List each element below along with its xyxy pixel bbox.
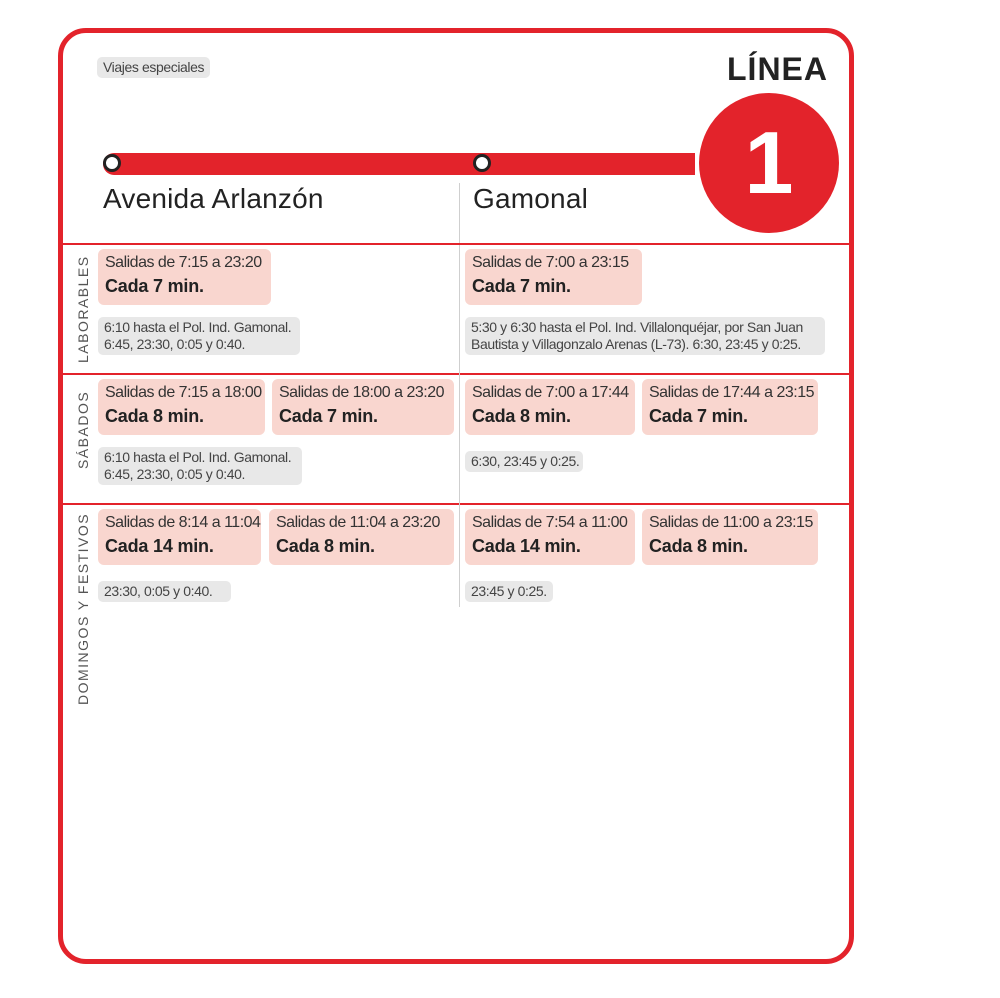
special-trips-line: 23:45 y 0:25. (471, 583, 547, 599)
slot-departures: Salidas de 17:44 a 23:15 (649, 384, 815, 401)
line-number-badge: 1 (699, 93, 839, 233)
slot-departures: Salidas de 7:00 a 17:44 (472, 384, 629, 401)
special-trips-sabados-gamonal (465, 451, 583, 472)
row-divider-laborables (63, 243, 849, 245)
column-divider (459, 245, 460, 607)
slot-departures: Salidas de 18:00 a 23:20 (279, 384, 445, 401)
special-trips-line: Bautista y Villagonzalo Arenas (L-73). 6:30, 23:45 y 0:25. (471, 336, 801, 352)
slot-departures: Salidas de 7:15 a 23:20 (105, 254, 262, 271)
route-line-bar (103, 153, 695, 175)
special-trips-domingos-gamonal (465, 581, 553, 602)
special-trips-line: 23:30, 0:05 y 0:40. (104, 583, 213, 599)
slot-frequency: Cada 8 min. (105, 406, 204, 426)
special-trips-line: 6:45, 23:30, 0:05 y 0:40. (104, 466, 246, 482)
special-trips-sabados-arlanzon (98, 447, 302, 485)
slot-laborables-gamonal-1 (465, 249, 642, 305)
special-trips-laborables-arlanzon (98, 317, 300, 355)
slot-domingos-arlanzon-1 (98, 509, 261, 565)
slot-frequency: Cada 7 min. (279, 406, 378, 426)
slot-sabados-arlanzon-2 (272, 379, 454, 435)
special-trips-domingos-arlanzon (98, 581, 231, 602)
special-trips-line: 6:30, 23:45 y 0:25. (471, 453, 580, 469)
slot-frequency: Cada 14 min. (105, 536, 214, 556)
day-label-domingos: DOMINGOS Y FESTIVOS (75, 512, 91, 705)
slot-frequency: Cada 7 min. (649, 406, 748, 426)
special-trips-line: 6:45, 23:30, 0:05 y 0:40. (104, 336, 246, 352)
slot-sabados-gamonal-2 (642, 379, 818, 435)
special-trips-line: 6:10 hasta el Pol. Ind. Gamonal. (104, 449, 292, 465)
slot-laborables-arlanzon-1 (98, 249, 271, 305)
stop-marker-avenida-arlanzon (103, 154, 121, 172)
slot-frequency: Cada 7 min. (105, 276, 204, 296)
slot-departures: Salidas de 11:04 a 23:20 (276, 514, 440, 531)
slot-sabados-gamonal-1 (465, 379, 635, 435)
slot-frequency: Cada 8 min. (649, 536, 748, 556)
slot-frequency: Cada 14 min. (472, 536, 581, 556)
day-label-laborables: LABORABLES (75, 255, 91, 363)
slot-domingos-arlanzon-2 (269, 509, 454, 565)
slot-sabados-arlanzon-1 (98, 379, 265, 435)
row-divider-domingos (63, 503, 849, 505)
stop-marker-gamonal (473, 154, 491, 172)
slot-domingos-gamonal-2 (642, 509, 818, 565)
slot-departures: Salidas de 8:14 a 11:04 (105, 514, 261, 531)
row-divider-sabados (63, 373, 849, 375)
slot-departures: Salidas de 7:00 a 23:15 (472, 254, 629, 271)
slot-domingos-gamonal-1 (465, 509, 635, 565)
slot-departures: Salidas de 11:00 a 23:15 (649, 514, 813, 531)
special-trips-legend: Viajes especiales (97, 57, 210, 78)
slot-departures: Salidas de 7:54 a 11:00 (472, 514, 628, 531)
special-trips-laborables-gamonal (465, 317, 825, 355)
timetable-card (58, 28, 854, 964)
slot-frequency: Cada 8 min. (472, 406, 571, 426)
slot-departures: Salidas de 7:15 a 18:00 (105, 384, 262, 401)
slot-frequency: Cada 7 min. (472, 276, 571, 296)
stop-name-gamonal: Gamonal (473, 183, 589, 214)
line-title: LÍNEA (727, 51, 828, 87)
slot-frequency: Cada 8 min. (276, 536, 375, 556)
day-label-sabados: SÁBADOS (75, 390, 91, 469)
header-column-divider (459, 183, 460, 243)
special-trips-line: 6:10 hasta el Pol. Ind. Gamonal. (104, 319, 292, 335)
special-trips-line: 5:30 y 6:30 hasta el Pol. Ind. Villalonquéjar, por San Juan (471, 319, 803, 335)
stop-name-avenida-arlanzon: Avenida Arlanzón (103, 183, 324, 214)
